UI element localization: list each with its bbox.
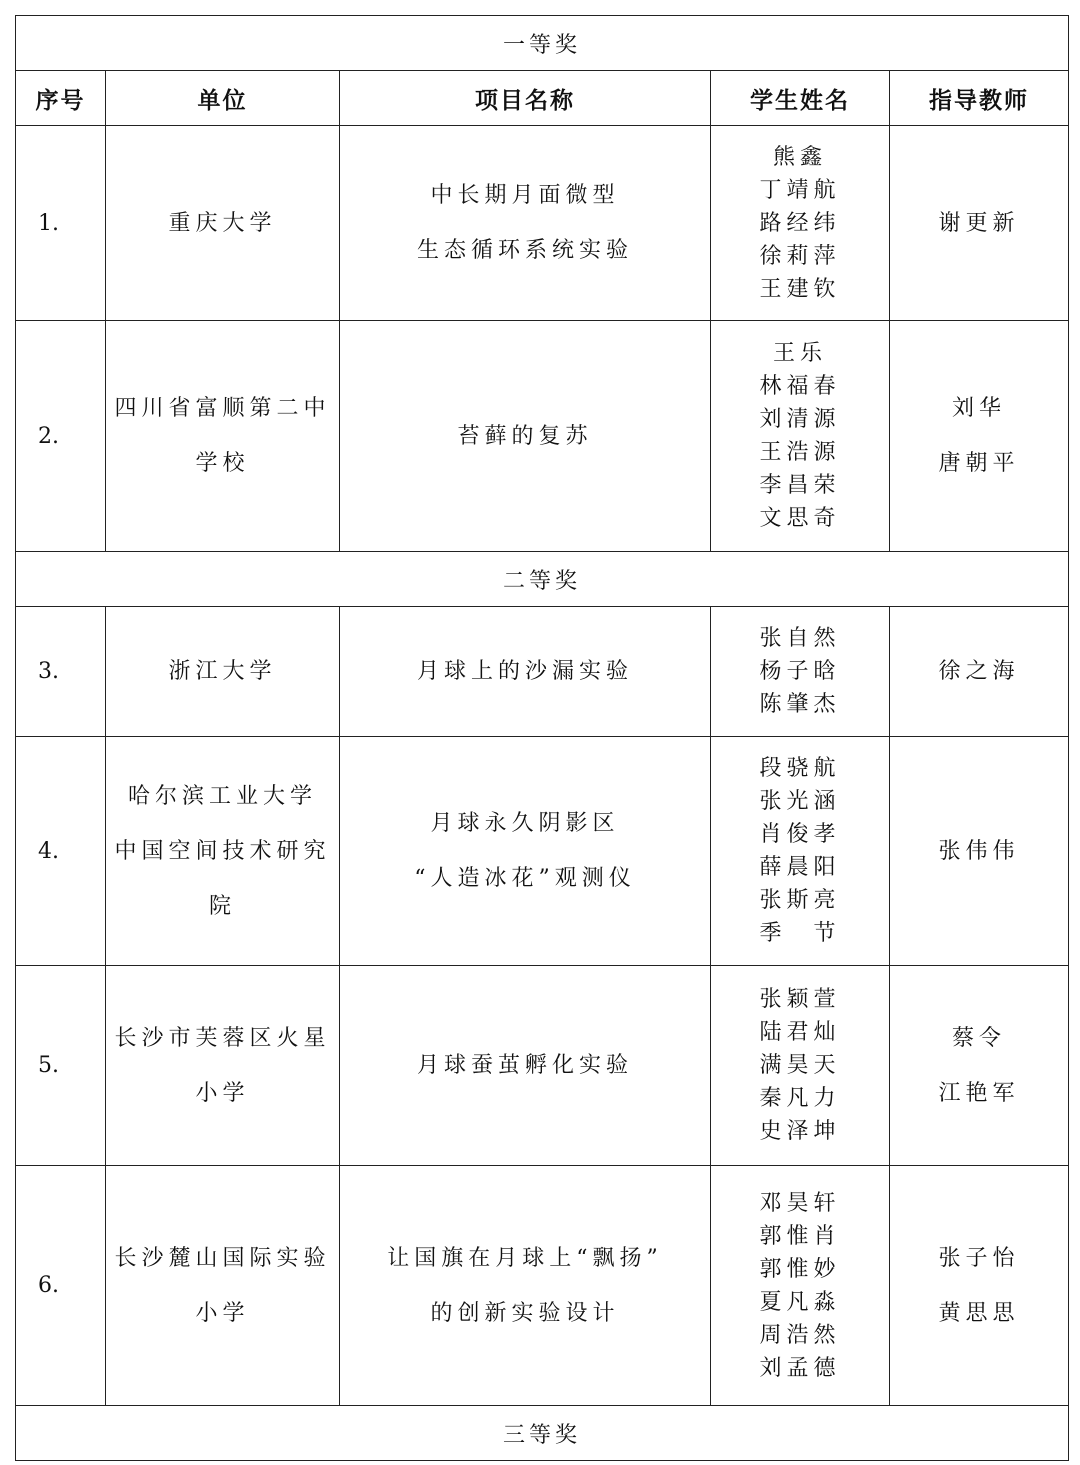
header-teachers: 指导教师 <box>890 71 1069 126</box>
awards-table <box>15 15 1069 1461</box>
students-cell-line: 杨子晗 <box>759 659 841 684</box>
header-students: 学生姓名 <box>711 71 890 126</box>
students-cell-line: 肖俊孝 <box>759 822 841 847</box>
project-cell-line: 的创新实验设计 <box>430 1300 620 1326</box>
teachers-cell <box>890 966 1069 1166</box>
header-row <box>16 71 1069 126</box>
unit-cell-line: 小学 <box>195 1080 250 1106</box>
unit-cell <box>106 321 340 552</box>
students-cell-line: 郭惟肖 <box>759 1223 841 1249</box>
teachers-cell <box>890 1166 1069 1406</box>
students-cell-line: 张颖萱 <box>759 987 841 1012</box>
students-cell-line: 周浩然 <box>759 1322 841 1348</box>
students-cell-line: 满昊天 <box>759 1053 841 1078</box>
second-prize-rows <box>16 607 1069 1406</box>
project-cell-line: 生态循环系统实验 <box>416 238 633 263</box>
row-number: 5. <box>16 966 106 1166</box>
students-cell-line: 路经纬 <box>759 210 841 236</box>
project-cell-line: 月球上的沙漏实验 <box>416 659 633 684</box>
teachers-cell-line: 张伟伟 <box>938 838 1020 864</box>
table-row <box>16 1166 1069 1406</box>
unit-cell-line: 中国空间技术研究 <box>114 838 331 864</box>
students-cell-line: 季 节 <box>759 921 841 946</box>
students-cell-line: 陆君灿 <box>759 1020 841 1045</box>
first-prize-rows <box>16 126 1069 552</box>
unit-cell <box>106 966 340 1166</box>
teachers-cell-line: 唐朝平 <box>938 451 1020 476</box>
section-row-second <box>16 552 1069 607</box>
row-number: 3. <box>16 607 106 737</box>
students-cell-line: 秦凡力 <box>759 1086 841 1111</box>
unit-cell-line: 长沙市芙蓉区火星 <box>114 1025 331 1051</box>
header-seq: 序号 <box>16 71 106 126</box>
students-cell <box>711 737 890 966</box>
project-cell-line: 月球永久阴影区 <box>430 811 620 836</box>
students-cell-line: 王建钦 <box>759 276 841 302</box>
students-cell <box>711 966 890 1166</box>
unit-cell-line: 长沙麓山国际实验 <box>114 1245 331 1271</box>
unit-cell-line: 小学 <box>195 1300 250 1326</box>
table-row <box>16 607 1069 737</box>
students-cell <box>711 607 890 737</box>
project-cell-line: 中长期月面微型 <box>430 183 620 208</box>
project-cell <box>340 607 711 737</box>
students-cell-line: 段骁航 <box>759 756 841 781</box>
students-cell-line: 薛晨阳 <box>759 855 841 880</box>
teachers-cell-line: 刘华 <box>952 396 1007 421</box>
students-cell-line: 文思奇 <box>759 506 841 531</box>
students-cell-line: 张自然 <box>759 626 841 651</box>
header-unit: 单位 <box>106 71 340 126</box>
section-title-first: 一等奖 <box>16 16 1069 71</box>
project-cell <box>340 966 711 1166</box>
table-row <box>16 126 1069 321</box>
project-cell <box>340 737 711 966</box>
teachers-cell-line: 谢更新 <box>938 210 1020 236</box>
row-number: 6. <box>16 1166 106 1406</box>
students-cell <box>711 1166 890 1406</box>
students-cell <box>711 321 890 552</box>
unit-cell-line: 院 <box>208 893 236 919</box>
students-cell-line: 林福春 <box>759 374 841 399</box>
teachers-cell <box>890 126 1069 321</box>
section-title-second: 二等奖 <box>16 552 1069 607</box>
students-cell-line: 夏凡淼 <box>759 1289 841 1315</box>
unit-cell <box>106 737 340 966</box>
students-cell-line: 邓昊轩 <box>759 1190 841 1216</box>
header-project: 项目名称 <box>340 71 711 126</box>
students-cell-line: 郭惟妙 <box>759 1256 841 1282</box>
students-cell-line: 丁靖航 <box>759 177 841 203</box>
table-row <box>16 966 1069 1166</box>
section-row-first <box>16 16 1069 71</box>
students-cell-line: 张光涵 <box>759 789 841 814</box>
section-row-third <box>16 1406 1069 1461</box>
students-cell-line: 陈肇杰 <box>759 692 841 717</box>
row-number: 2. <box>16 321 106 552</box>
students-cell-line: 刘孟德 <box>759 1355 841 1381</box>
students-cell-line: 张斯亮 <box>759 888 841 913</box>
unit-cell-line: 四川省富顺第二中 <box>114 396 331 421</box>
unit-cell <box>106 126 340 321</box>
teachers-cell-line: 徐之海 <box>938 659 1020 684</box>
project-cell <box>340 321 711 552</box>
students-cell-line: 徐莉萍 <box>759 243 841 269</box>
students-cell-line: 李昌荣 <box>759 473 841 498</box>
teachers-cell-line: 江艳军 <box>938 1080 1020 1106</box>
table-row <box>16 737 1069 966</box>
teachers-cell-line: 黄思思 <box>938 1300 1020 1326</box>
row-number: 1. <box>16 126 106 321</box>
students-cell-line: 王浩源 <box>759 440 841 465</box>
teachers-cell-line: 张子怡 <box>938 1245 1020 1271</box>
unit-cell-line: 浙江大学 <box>168 659 277 684</box>
unit-cell-line: 学校 <box>195 451 250 476</box>
teachers-cell-line: 蔡令 <box>952 1025 1007 1051</box>
students-cell-line: 王乐 <box>772 341 827 366</box>
students-cell-line: 熊鑫 <box>772 144 827 170</box>
project-cell-line: 让国旗在月球上“飘扬” <box>387 1245 663 1271</box>
students-cell-line: 史泽坤 <box>759 1119 841 1144</box>
unit-cell <box>106 1166 340 1406</box>
project-cell <box>340 126 711 321</box>
section-title-third: 三等奖 <box>16 1406 1069 1461</box>
project-cell-line: “人造冰花”观测仪 <box>414 866 636 891</box>
unit-cell-line: 哈尔滨工业大学 <box>127 783 317 809</box>
project-cell-line: 苔藓的复苏 <box>457 423 593 449</box>
students-cell <box>711 126 890 321</box>
project-cell-line: 月球蚕茧孵化实验 <box>416 1053 633 1078</box>
teachers-cell <box>890 737 1069 966</box>
unit-cell-line: 重庆大学 <box>168 210 277 236</box>
teachers-cell <box>890 607 1069 737</box>
table-row <box>16 321 1069 552</box>
unit-cell <box>106 607 340 737</box>
row-number: 4. <box>16 737 106 966</box>
students-cell-line: 刘清源 <box>759 407 841 432</box>
teachers-cell <box>890 321 1069 552</box>
project-cell <box>340 1166 711 1406</box>
